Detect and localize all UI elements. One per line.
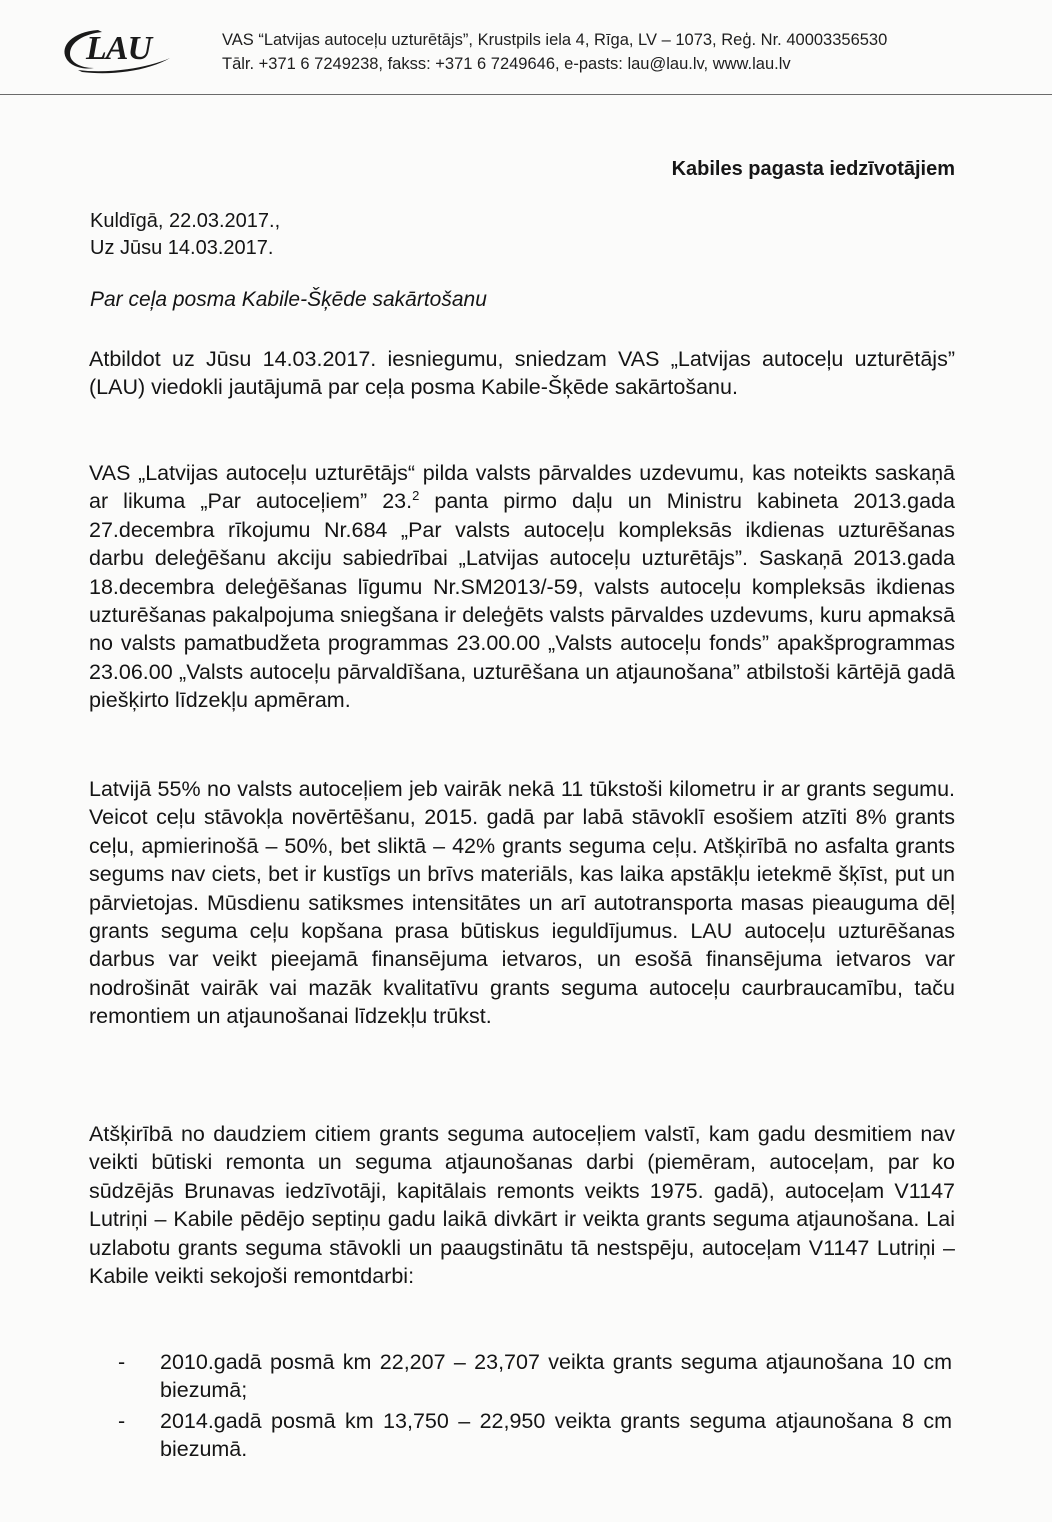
company-address: VAS “Latvijas autoceļu uzturētājs”, Krustpils iela 4, Rīga, LV – 1073, Reģ. Nr. 40003356530 [222,31,888,49]
logo-wordmark: LAU [86,30,151,67]
repair-works-list [118,1348,952,1466]
paragraph-2-rest: panta pirmo daļu un Ministru kabineta 2013.gada 27.decembra rīkojumu Nr.684 „Par valsts autoceļu kompleksās ikdienas uzturēšanas darbu deleģēšanu akciju sabiedrībai „Latvijas autoceļu uzturētājs”. Saskaņā 2013.gada 18.decembra deleģēšanas līgumu Nr.SM2013/-59, valsts autoceļu kompleksās ikdienas uzturēšanas pakalpojuma sniegšana ir deleģēts valsts pārvaldes uzdevums, kuru apmaksā no valsts pamatbudžeta programmas 23.00.00 „Valsts autoceļu fonds” apakšprogrammas 23.06.00 „Valsts autoceļu pārvaldīšana, uzturēšana un atjaunošana” atbilstoši kārtējā gadā piešķirto līdzekļu apmēram. [89,489,955,713]
paragraph-4: Atšķirībā no daudziem citiem grants seguma autoceļiem valstī, kam gadu desmitiem nav veikti būtiski remonta un seguma atjaunošanas darbi (piemēram, autoceļam, par ko sūdzējās Brunavas iedzīvotāji, kapitālais remonts veikts 1975. gadā), autoceļam V1147 Lutriņi – Kabile pēdējo septiņu gadu laikā divkārt ir veikta grants seguma atjaunošana. Lai uzlabotu grants seguma stāvokli un paaugstinātu tā nestspēju, autoceļam V1147 Lutriņi – Kabile veikti sekojoši remontdarbi: [89,1122,955,1289]
dash-bullet: - [118,1408,126,1433]
company-contacts: Tālr. +371 6 7249238, fakss: +371 6 7249646, e-pasts: lau@lau.lv, www.lau.lv [222,55,791,73]
list-item [118,1348,952,1405]
reply-reference: Uz Jūsu 14.03.2017. [90,237,274,259]
article-superscript: 2 [412,488,420,504]
addressee: Kabiles pagasta iedzīvotājiem [671,158,955,180]
list-item-text: 2014.gadā posmā km 13,750 – 22,950 veikta grants seguma atjaunošana 8 cm biezumā. [160,1408,952,1462]
place-date-block [90,208,280,262]
paragraph-2 [89,459,955,715]
letterhead [0,0,1052,96]
list-item [118,1407,952,1464]
place-date: Kuldīgā, 22.03.2017., [90,210,281,232]
dash-bullet: - [118,1350,126,1374]
list-item-text: 2010.gadā posmā km 22,207 – 23,707 veikta grants seguma atjaunošana 10 cm biezumā; [160,1350,952,1403]
header-divider [0,94,1052,95]
lau-logo [58,24,178,76]
paragraph-2-start: VAS „Latvijas autoceļu uzturētājs“ pilda valsts pārvaldes uzdevumu, kas noteikts saskaņā ar likuma „Par autoceļiem” 23. [89,461,955,514]
letter-subject: Par ceļa posma Kabile-Šķēde sakārtošanu [90,288,487,311]
paragraph-1: Atbildot uz Jūsu 14.03.2017. iesniegumu, sniedzam VAS „Latvijas autoceļu uzturētājs” (LAU) viedokli jautājumā par ceļa posma Kabile-Šķēde sakārtošanu. [89,347,955,400]
paragraph-3: Latvijā 55% no valsts autoceļiem jeb vairāk nekā 11 tūkstoši kilometru ir ar grants segumu. Veicot ceļu stāvokļa novērtēšanu, 2015. gadā par labā stāvoklī esošiem atzīti 8% grants ceļu, apmierinošā – 50%, bet sliktā – 42% grants seguma ceļu. Atšķirībā no asfalta grants segums nav ciets, bet ir kustīgs un brīvs materiāls, kas laika apstākļu ietekmē šķīst, put un pārvietojas. Mūsdienu satiksmes intensitātes un arī autotransporta masas pieauguma dēļ grants seguma ceļu kopšana prasa būtiskus ieguldījumus. LAU autoceļu uzturēšanas darbus var veikt pieejamā finansējuma ietvaros, un esošā finansējuma ietvaros var nodrošināt vairāk vai mazāk kvalitatīvu grants seguma autoceļu caurbraucamību, taču remontiem un atjaunošanai līdzekļu trūkst. [89,777,955,1029]
